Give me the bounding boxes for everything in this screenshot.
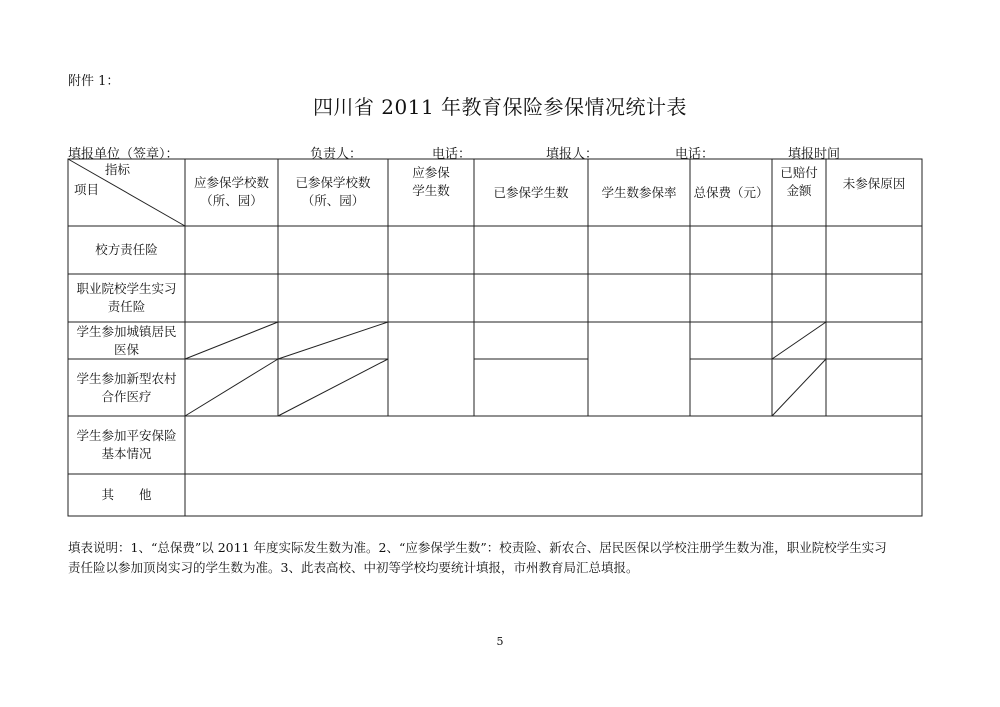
corner-indicator-label: 指标 xyxy=(105,162,131,177)
row-label-other: 其 他 xyxy=(101,487,152,502)
corner-item-label: 项目 xyxy=(74,182,100,197)
header-compensation: 已赔付 金额 xyxy=(780,165,818,198)
fill-instructions-line-1: 填表说明：1、“总保费”以 2011 年度实际发生数为准。2、“应参保学生数”：校责险、新农合、居民医保以学校注册学生数为准，职业院校学生实习 xyxy=(68,540,887,555)
row-label-safety-insurance: 学生参加平安保险 基本情况 xyxy=(76,428,177,461)
header-not-insured-reason: 未参保原因 xyxy=(842,176,906,191)
header-schools-required: 应参保学校数 （所、园） xyxy=(193,175,269,208)
row-label-urban-medical: 学生参加城镇居民 医保 xyxy=(76,324,177,357)
phone-label-1: 电话： xyxy=(432,147,472,162)
filler-label: 填报人： xyxy=(546,147,599,162)
page-number: 5 xyxy=(496,635,504,648)
fill-unit-label: 填报单位（签章）： xyxy=(68,147,179,162)
fill-time-label: 填报时间 xyxy=(788,147,841,162)
phone-label-2: 电话： xyxy=(675,147,715,162)
fill-instructions-line-2: 责任险以参加顶岗实习的学生数为准。3、此表高校、中初等学校均要统计填报，市州教育局汇总填报。 xyxy=(68,560,639,575)
header-insured-rate: 学生数参保率 xyxy=(601,185,677,200)
header-students-required: 应参保 学生数 xyxy=(412,165,450,198)
header-schools-insured: 已参保学校数 （所、园） xyxy=(295,175,371,208)
responsible-label: 负责人： xyxy=(310,147,363,162)
row-label-rural-cooperative: 学生参加新型农村 合作医疗 xyxy=(76,371,177,404)
row-label-internship-liability: 职业院校学生实习 责任险 xyxy=(76,281,177,314)
header-total-premium: 总保费（元） xyxy=(693,185,769,200)
header-students-insured: 已参保学生数 xyxy=(493,185,569,200)
row-label-school-liability: 校方责任险 xyxy=(95,242,158,257)
page-title: 四川省 2011 年教育保险参保情况统计表 xyxy=(312,95,688,119)
attachment-label: 附件 1： xyxy=(68,74,120,89)
